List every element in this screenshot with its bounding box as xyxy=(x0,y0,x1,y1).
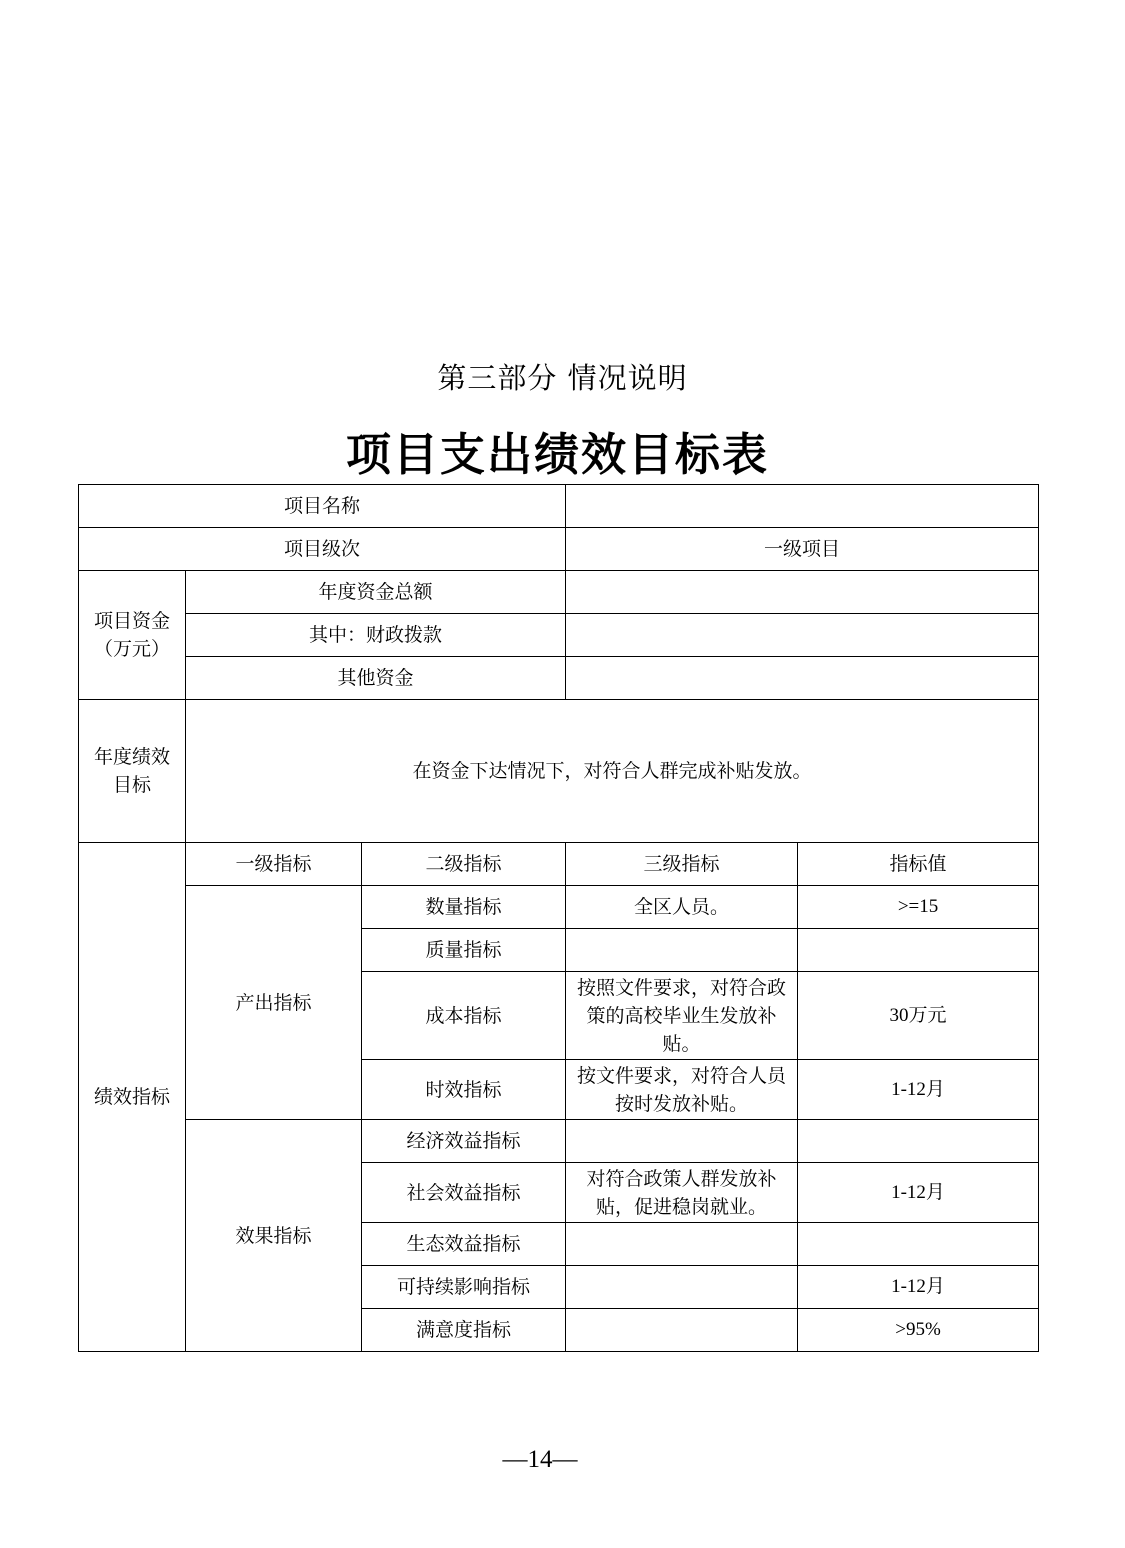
indicator-level3 xyxy=(566,1120,798,1163)
project-level-value: 一级项目 xyxy=(566,528,1039,571)
project-name-label: 项目名称 xyxy=(79,485,566,528)
header-level3: 三级指标 xyxy=(566,843,798,886)
indicator-level2: 成本指标 xyxy=(362,972,566,1060)
header-level1: 一级指标 xyxy=(186,843,362,886)
indicator-level3 xyxy=(566,1266,798,1309)
indicator-value: 1-12月 xyxy=(798,1163,1039,1223)
indicator-level2: 可持续影响指标 xyxy=(362,1266,566,1309)
indicator-value: >95% xyxy=(798,1309,1039,1352)
header-value: 指标值 xyxy=(798,843,1039,886)
indicator-level2: 质量指标 xyxy=(362,929,566,972)
performance-goal-table xyxy=(78,484,1039,1352)
indicator-level2: 时效指标 xyxy=(362,1060,566,1120)
indicator-level3 xyxy=(566,1309,798,1352)
indicator-value: 1-12月 xyxy=(798,1266,1039,1309)
indicator-level3: 全区人员。 xyxy=(566,886,798,929)
annual-goal-label-line1: 年度绩效 xyxy=(93,746,170,768)
annual-goal-label xyxy=(79,700,186,843)
funds-label-line2: （万元） xyxy=(93,638,170,660)
indicator-level3: 对符合政策人群发放补贴，促进稳岗就业。 xyxy=(566,1163,798,1223)
indicator-level2: 社会效益指标 xyxy=(362,1163,566,1223)
annual-total-value xyxy=(566,571,1039,614)
effect-indicator-label: 效果指标 xyxy=(186,1120,362,1352)
indicator-value xyxy=(798,929,1039,972)
annual-goal-label-line2: 目标 xyxy=(112,774,151,796)
indicator-level3: 按文件要求，对符合人员按时发放补贴。 xyxy=(566,1060,798,1120)
funds-label-line1: 项目资金 xyxy=(93,610,170,632)
indicator-level2: 生态效益指标 xyxy=(362,1223,566,1266)
indicator-level2: 满意度指标 xyxy=(362,1309,566,1352)
project-name-value xyxy=(566,485,1039,528)
fiscal-label: 其中：财政拨款 xyxy=(186,614,566,657)
indicator-level2: 经济效益指标 xyxy=(362,1120,566,1163)
indicator-level3 xyxy=(566,929,798,972)
indicator-level3: 按照文件要求，对符合政策的高校毕业生发放补贴。 xyxy=(566,972,798,1060)
indicator-value xyxy=(798,1120,1039,1163)
indicator-value: >=15 xyxy=(798,886,1039,929)
annual-goal-text: 在资金下达情况下，对符合人群完成补贴发放。 xyxy=(186,700,1039,843)
annual-total-label: 年度资金总额 xyxy=(186,571,566,614)
fiscal-value xyxy=(566,614,1039,657)
indicator-value: 30万元 xyxy=(798,972,1039,1060)
indicator-level3 xyxy=(566,1223,798,1266)
other-funds-label: 其他资金 xyxy=(186,657,566,700)
indicator-value: 1-12月 xyxy=(798,1060,1039,1120)
header-level2: 二级指标 xyxy=(362,843,566,886)
project-level-label: 项目级次 xyxy=(79,528,566,571)
main-title: 项目支出绩效目标表 xyxy=(345,428,769,481)
section-title: 第三部分 情况说明 xyxy=(437,361,688,395)
indicators-label: 绩效指标 xyxy=(79,843,186,1352)
indicator-value xyxy=(798,1223,1039,1266)
output-indicator-label: 产出指标 xyxy=(186,886,362,1120)
funds-label xyxy=(79,571,186,700)
other-funds-value xyxy=(566,657,1039,700)
page-number: —14— xyxy=(502,1446,578,1473)
indicator-level2: 数量指标 xyxy=(362,886,566,929)
